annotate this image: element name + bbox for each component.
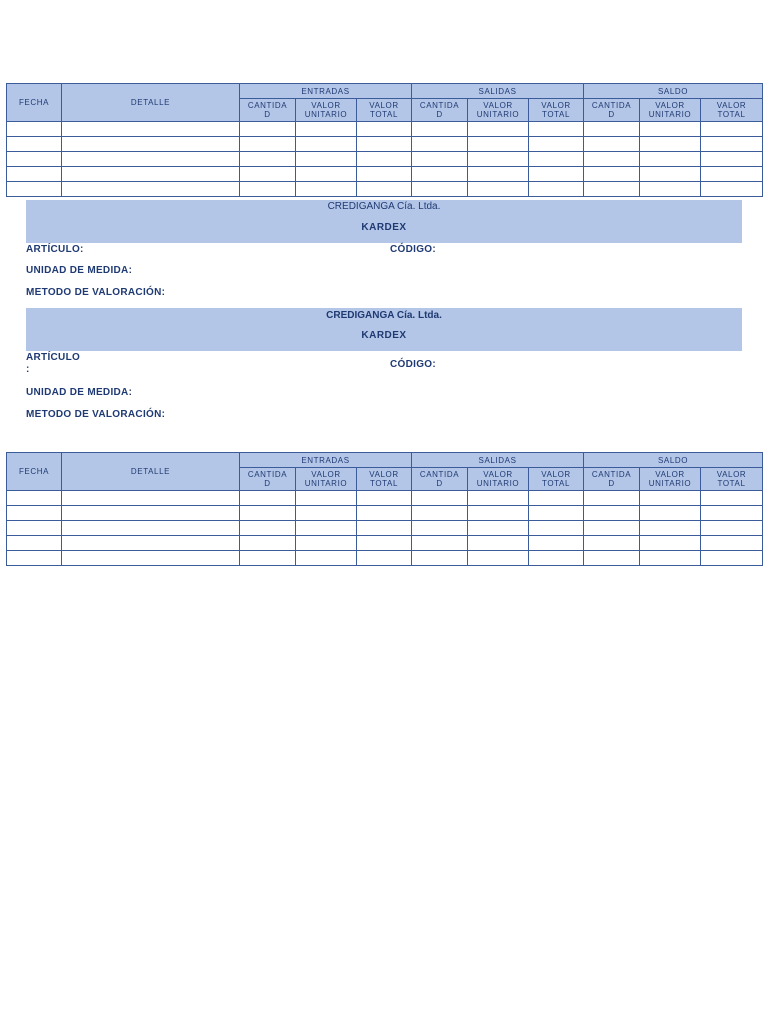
- table-cell: [529, 536, 584, 551]
- table-cell: [412, 506, 468, 521]
- table-cell: [7, 167, 62, 182]
- table-cell: [468, 167, 529, 182]
- table-cell: [640, 536, 701, 551]
- table-cell: [701, 506, 763, 521]
- cantidad-header: CANTIDA D: [412, 468, 468, 491]
- articulo-label: ARTÍCULO:: [26, 244, 84, 255]
- table-cell: [7, 182, 62, 197]
- kardex-table-top: [6, 83, 763, 197]
- fecha-header: FECHA: [7, 453, 62, 491]
- table-cell: [7, 137, 62, 152]
- table-cell: [584, 122, 640, 137]
- table-row: [7, 536, 763, 551]
- valor-unitario-header: VALOR UNITARIO: [468, 99, 529, 122]
- table-cell: [584, 152, 640, 167]
- table-cell: [62, 536, 240, 551]
- table-row: [7, 551, 763, 566]
- table-cell: [240, 506, 296, 521]
- kardex-title: KARDEX: [361, 330, 407, 341]
- table-cell: [62, 122, 240, 137]
- table-cell: [529, 137, 584, 152]
- table-cell: [529, 122, 584, 137]
- table-cell: [468, 182, 529, 197]
- valor-total-header: VALOR TOTAL: [529, 468, 584, 491]
- table-cell: [62, 551, 240, 566]
- table-cell: [62, 506, 240, 521]
- table-cell: [357, 491, 412, 506]
- table-cell: [584, 491, 640, 506]
- valor-total-header: VALOR TOTAL: [701, 468, 763, 491]
- table-cell: [240, 551, 296, 566]
- table-cell: [412, 491, 468, 506]
- table-row: [7, 182, 763, 197]
- table-cell: [640, 506, 701, 521]
- table-cell: [240, 122, 296, 137]
- valor-total-header: VALOR TOTAL: [701, 99, 763, 122]
- table-cell: [7, 551, 62, 566]
- table-cell: [468, 521, 529, 536]
- table-cell: [468, 491, 529, 506]
- table-cell: [296, 182, 357, 197]
- table-cell: [296, 167, 357, 182]
- valor-unitario-header: VALOR UNITARIO: [640, 468, 701, 491]
- table-cell: [640, 137, 701, 152]
- table-cell: [584, 551, 640, 566]
- saldo-header: SALDO: [584, 453, 763, 468]
- entradas-header: ENTRADAS: [240, 453, 412, 468]
- table-cell: [529, 506, 584, 521]
- table-cell: [584, 506, 640, 521]
- valor-unitario-header: VALOR UNITARIO: [296, 99, 357, 122]
- table-cell: [357, 152, 412, 167]
- table-cell: [62, 182, 240, 197]
- table-cell: [640, 551, 701, 566]
- table-cell: [62, 152, 240, 167]
- kardex-body: [7, 122, 763, 197]
- table-cell: [412, 122, 468, 137]
- table-cell: [240, 182, 296, 197]
- table-row: [7, 521, 763, 536]
- fecha-header: FECHA: [7, 84, 62, 122]
- table-cell: [640, 491, 701, 506]
- table-cell: [7, 122, 62, 137]
- table-cell: [701, 182, 763, 197]
- table-cell: [62, 137, 240, 152]
- cantidad-header: CANTIDA D: [584, 468, 640, 491]
- unidad-medida-label: UNIDAD DE MEDIDA:: [26, 387, 133, 398]
- table-cell: [62, 167, 240, 182]
- saldo-header: SALDO: [584, 84, 763, 99]
- table-cell: [468, 506, 529, 521]
- table-cell: [357, 167, 412, 182]
- table-cell: [357, 536, 412, 551]
- table-cell: [412, 152, 468, 167]
- cantidad-header: CANTIDA D: [240, 468, 296, 491]
- table-cell: [640, 167, 701, 182]
- table-cell: [357, 551, 412, 566]
- table-row: [7, 491, 763, 506]
- table-cell: [296, 521, 357, 536]
- table-cell: [701, 551, 763, 566]
- table-cell: [529, 167, 584, 182]
- table-cell: [584, 536, 640, 551]
- table-cell: [357, 521, 412, 536]
- valor-unitario-header: VALOR UNITARIO: [468, 468, 529, 491]
- table-cell: [412, 137, 468, 152]
- valor-total-header: VALOR TOTAL: [357, 99, 412, 122]
- table-cell: [7, 152, 62, 167]
- cantidad-header: CANTIDA D: [240, 99, 296, 122]
- table-cell: [529, 152, 584, 167]
- codigo-label: CÓDIGO:: [390, 244, 436, 255]
- table-cell: [296, 491, 357, 506]
- kardex-banner: [26, 308, 742, 351]
- table-cell: [640, 122, 701, 137]
- table-cell: [240, 521, 296, 536]
- table-row: [7, 137, 763, 152]
- table-cell: [701, 167, 763, 182]
- entradas-header: ENTRADAS: [240, 84, 412, 99]
- table-cell: [640, 152, 701, 167]
- detalle-header: DETALLE: [62, 84, 240, 122]
- table-cell: [701, 491, 763, 506]
- kardex-table-bottom: [6, 452, 763, 566]
- table-cell: [412, 521, 468, 536]
- table-row: [7, 122, 763, 137]
- valor-total-header: VALOR TOTAL: [529, 99, 584, 122]
- valor-unitario-header: VALOR UNITARIO: [296, 468, 357, 491]
- table-row: [7, 152, 763, 167]
- salidas-header: SALIDAS: [412, 84, 584, 99]
- table-cell: [296, 506, 357, 521]
- table-cell: [584, 167, 640, 182]
- table-cell: [412, 167, 468, 182]
- table-cell: [529, 182, 584, 197]
- metodo-valoracion-label: METODO DE VALORACIÓN:: [26, 287, 166, 298]
- table-cell: [468, 137, 529, 152]
- table-cell: [357, 506, 412, 521]
- table-cell: [357, 137, 412, 152]
- table-cell: [529, 491, 584, 506]
- table-cell: [240, 137, 296, 152]
- table-cell: [584, 521, 640, 536]
- table-cell: [296, 551, 357, 566]
- table-cell: [357, 122, 412, 137]
- kardex-body: [7, 491, 763, 566]
- table-cell: [468, 536, 529, 551]
- articulo-label: ARTÍCULO :: [26, 352, 81, 375]
- valor-unitario-header: VALOR UNITARIO: [640, 99, 701, 122]
- table-cell: [412, 536, 468, 551]
- table-cell: [584, 182, 640, 197]
- table-cell: [412, 182, 468, 197]
- table-cell: [468, 152, 529, 167]
- table-cell: [640, 182, 701, 197]
- table-cell: [296, 536, 357, 551]
- table-cell: [62, 491, 240, 506]
- kardex-banner: [26, 200, 742, 243]
- table-cell: [7, 521, 62, 536]
- table-cell: [240, 167, 296, 182]
- table-cell: [296, 137, 357, 152]
- table-cell: [640, 521, 701, 536]
- table-cell: [701, 536, 763, 551]
- metodo-valoracion-label: METODO DE VALORACIÓN:: [26, 409, 166, 420]
- table-cell: [412, 551, 468, 566]
- unidad-medida-label: UNIDAD DE MEDIDA:: [26, 265, 133, 276]
- table-cell: [529, 551, 584, 566]
- table-cell: [296, 152, 357, 167]
- table-row: [7, 167, 763, 182]
- cantidad-header: CANTIDA D: [412, 99, 468, 122]
- table-cell: [701, 152, 763, 167]
- table-cell: [7, 536, 62, 551]
- kardex-title: KARDEX: [361, 222, 407, 233]
- table-cell: [357, 182, 412, 197]
- table-cell: [468, 551, 529, 566]
- table-cell: [701, 122, 763, 137]
- table-cell: [529, 521, 584, 536]
- table-cell: [468, 122, 529, 137]
- cantidad-header: CANTIDA D: [584, 99, 640, 122]
- table-cell: [701, 521, 763, 536]
- table-cell: [701, 137, 763, 152]
- table-cell: [62, 521, 240, 536]
- valor-total-header: VALOR TOTAL: [357, 468, 412, 491]
- table-cell: [7, 491, 62, 506]
- codigo-label: CÓDIGO:: [390, 359, 436, 370]
- table-cell: [296, 122, 357, 137]
- detalle-header: DETALLE: [62, 453, 240, 491]
- company-name: CREDIGANGA Cía. Ltda.: [327, 201, 441, 212]
- table-cell: [240, 491, 296, 506]
- table-cell: [240, 536, 296, 551]
- company-name: CREDIGANGA Cía. Ltda.: [326, 310, 442, 321]
- table-cell: [7, 506, 62, 521]
- table-cell: [584, 137, 640, 152]
- table-cell: [240, 152, 296, 167]
- salidas-header: SALIDAS: [412, 453, 584, 468]
- table-row: [7, 506, 763, 521]
